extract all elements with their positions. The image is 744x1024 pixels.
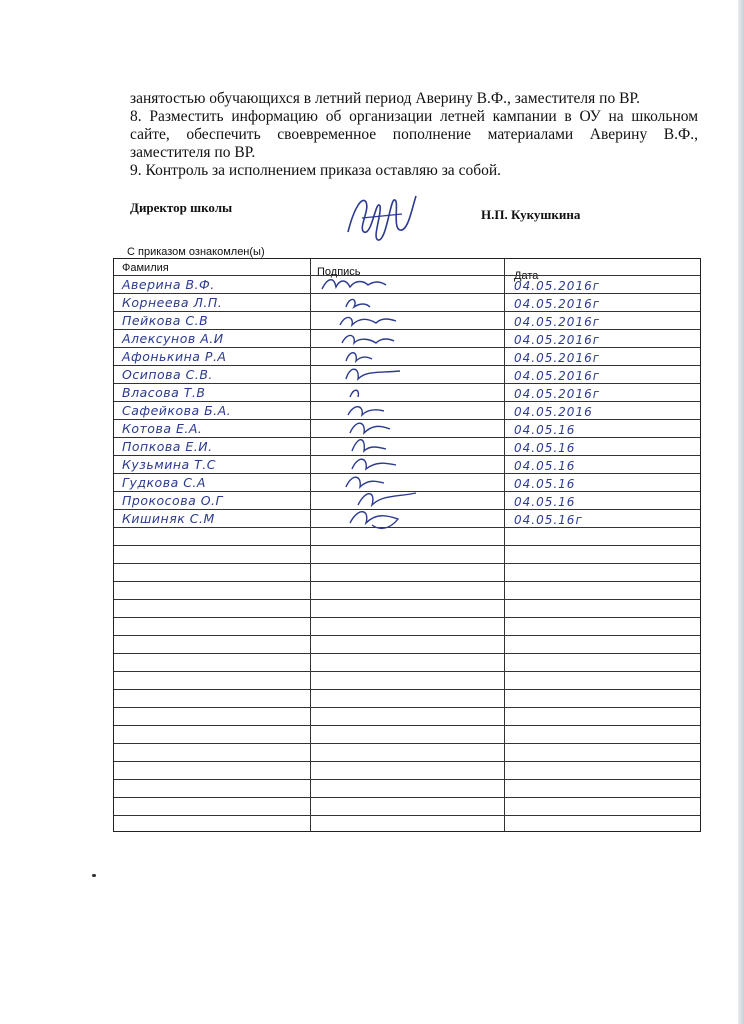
familiarized-label: С приказом ознакомлен(ы): [127, 246, 265, 258]
signature-icon: [346, 299, 370, 307]
director-signature-icon: [342, 188, 420, 250]
row-name: Кузьмина Т.С: [122, 457, 216, 472]
signature-icon: [346, 477, 384, 487]
row-name: Гудкова С.А: [122, 475, 206, 490]
row-name: Прокосова О.Г: [122, 493, 223, 508]
page-edge: [738, 0, 744, 1024]
row-name: Попкова Е.И.: [122, 439, 213, 454]
row-date: 04.05.16: [514, 459, 576, 473]
row-name: Афонькина Р.А: [122, 349, 227, 364]
row-date: 04.05.16: [514, 477, 576, 491]
signature-icon: [322, 280, 386, 289]
row-date: 04.05.16: [514, 423, 576, 437]
row-date: 04.05.2016г: [514, 333, 601, 347]
row-name: Осипова С.В.: [122, 367, 213, 382]
row-date: 04.05.2016г: [514, 387, 601, 401]
scan-speck: [92, 874, 96, 877]
signature-icon: [352, 459, 396, 469]
paragraph-7-tail: занятостью обучающихся в летний период Аверину В.Ф., заместителя по ВР.: [130, 90, 640, 107]
row-date: 04.05.2016г: [514, 351, 601, 365]
row-date: 04.05.16: [514, 495, 576, 509]
order-text: [130, 90, 698, 180]
row-date: 04.05.16г: [514, 513, 583, 527]
row-name: Аверина В.Ф.: [122, 277, 215, 292]
row-name: Котова Е.А.: [122, 421, 203, 436]
row-date: 04.05.2016г: [514, 369, 601, 383]
row-date: 04.05.2016: [514, 405, 593, 419]
header-date: Дата: [514, 270, 539, 282]
signature-icon: [350, 512, 398, 529]
acknowledgment-table: [113, 258, 701, 832]
signature-icon: [348, 407, 384, 415]
header-signature: Подпись: [317, 266, 361, 278]
signatures-layer: [114, 259, 702, 833]
row-date: 04.05.16: [514, 441, 576, 455]
paragraph-8: 8. Разместить информацию об организации летней кампании в ОУ на школьном сайте, обеспечить своевременное пополнение материалами Аверину В.Ф., заместителя по ВР.: [130, 108, 698, 161]
signature-icon: [340, 317, 396, 325]
signature-icon: [346, 369, 400, 379]
director-name: Н.П. Кукушкина: [481, 207, 581, 222]
row-name: Власова Т.В: [122, 385, 206, 400]
row-name: Пейкова С.В: [122, 313, 209, 328]
signature-icon: [342, 335, 394, 343]
signature-icon: [350, 390, 358, 397]
row-name: Алексунов А.И: [122, 331, 224, 346]
row-name: Кишиняк С.М: [122, 511, 215, 526]
row-name: Сафейкова Б.А.: [122, 403, 232, 418]
row-date: 04.05.2016г: [514, 297, 601, 311]
signature-icon: [346, 353, 372, 361]
row-date: 04.05.2016г: [514, 315, 601, 329]
row-date: 04.05.2016г: [514, 279, 601, 293]
header-surname: Фамилия: [122, 262, 169, 274]
director-label: Директор школы: [130, 200, 233, 215]
signature-icon: [350, 423, 390, 433]
row-name: Корнеева Л.П.: [122, 295, 223, 310]
paragraph-9: 9. Контроль за исполнением приказа оставляю за собой.: [130, 162, 502, 179]
signature-icon: [358, 493, 416, 505]
signature-icon: [352, 440, 386, 451]
